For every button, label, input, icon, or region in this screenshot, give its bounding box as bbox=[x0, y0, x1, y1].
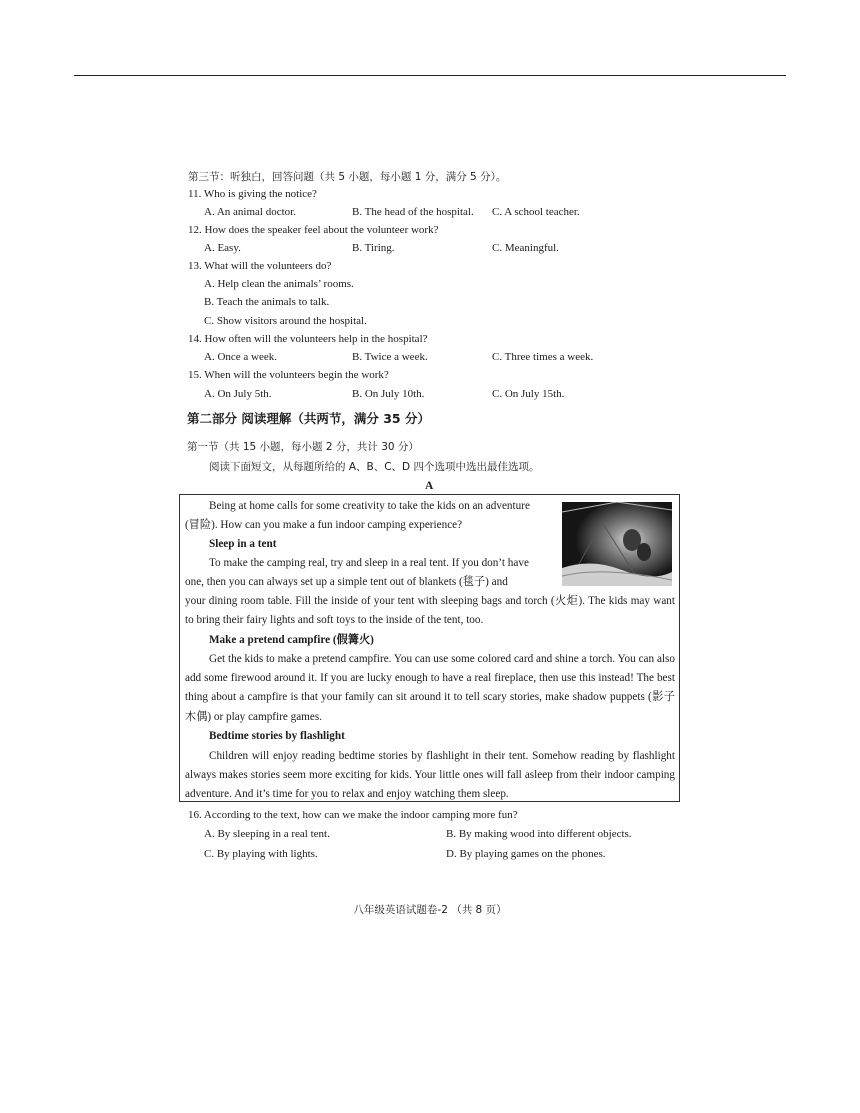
heading-pretend-campfire: Make a pretend campfire (假篝火) bbox=[209, 634, 374, 646]
paragraph-2: Get the kids to make a pretend campfire. You can use some colored card and shine a torch. You can also add some firewood around it. If you are lucky enough to have a real fireplace, then use this instead! The best thing about a campfire is that your family can sit around it to tell scary stories, make shadow puppets (影子木偶) or play campfire games. bbox=[185, 653, 675, 723]
passage-intro-line-1: Being at home calls for some creativity to take the kids on an adventure bbox=[209, 500, 530, 512]
question-15: 15. When will the volunteers begin the work? bbox=[188, 369, 389, 381]
p3-block bbox=[185, 747, 675, 805]
q16-option-a: A. By sleeping in a real tent. bbox=[204, 828, 330, 840]
q13-option-a: A. Help clean the animals’ rooms. bbox=[204, 278, 354, 290]
part2-instruction: 阅读下面短文，从每题所给的 A、B、C、D 四个选项中选出最佳选项。 bbox=[209, 461, 540, 473]
p1-line1-block bbox=[185, 554, 555, 573]
q11-option-c: C. A school teacher. bbox=[492, 206, 580, 218]
passage-intro-1-block bbox=[185, 497, 555, 516]
passage-intro-2-block bbox=[185, 516, 555, 535]
q11-option-a: A. An animal doctor. bbox=[204, 206, 296, 218]
question-13: 13. What will the volunteers do? bbox=[188, 260, 332, 272]
q15-option-a: A. On July 5th. bbox=[204, 388, 272, 400]
paragraph-1-line-2: one, then you can always set up a simple tent out of blankets (毯子) and bbox=[185, 576, 508, 588]
passage-letter: A bbox=[425, 480, 434, 492]
q14-option-c: C. Three times a week. bbox=[492, 351, 594, 363]
question-16: 16. According to the text, how can we make the indoor camping more fun? bbox=[188, 809, 518, 821]
part2-title: 第二部分 阅读理解（共两节，满分 35 分） bbox=[187, 411, 430, 426]
part2-section1-title: 第一节（共 15 小题，每小题 2 分，共计 30 分） bbox=[187, 441, 419, 453]
page-footer: 八年级英语试题卷-2 （共 8 页） bbox=[353, 904, 507, 916]
tent-photo bbox=[562, 502, 672, 586]
heading-3-block bbox=[185, 727, 675, 746]
passage-intro-line-2: (冒险). How can you make a fun indoor camping experience? bbox=[185, 519, 463, 531]
p1-line2-block bbox=[185, 573, 555, 592]
q13-option-c: C. Show visitors around the hospital. bbox=[204, 315, 367, 327]
q12-option-b: B. Tiring. bbox=[352, 242, 395, 254]
q12-option-a: A. Easy. bbox=[204, 242, 241, 254]
heading-sleep-in-tent: Sleep in a tent bbox=[209, 538, 277, 550]
tent-photo-illustration bbox=[562, 502, 672, 586]
q16-option-b: B. By making wood into different objects. bbox=[446, 828, 632, 840]
question-14: 14. How often will the volunteers help in the hospital? bbox=[188, 333, 428, 345]
p1-rest-block bbox=[185, 592, 675, 630]
q11-option-b: B. The head of the hospital. bbox=[352, 206, 474, 218]
q14-option-b: B. Twice a week. bbox=[352, 351, 428, 363]
q12-option-c: C. Meaningful. bbox=[492, 242, 559, 254]
top-rule bbox=[74, 75, 786, 76]
heading-2-block bbox=[185, 631, 675, 650]
paragraph-1-line-1: To make the camping real, try and sleep in a real tent. If you don’t have bbox=[209, 557, 529, 569]
question-11: 11. Who is giving the notice? bbox=[188, 188, 317, 200]
section3-title: 第三节：听独白，回答问题（共 5 小题，每小题 1 分，满分 5 分）。 bbox=[188, 171, 507, 183]
q16-option-d: D. By playing games on the phones. bbox=[446, 848, 606, 860]
q15-option-c: C. On July 15th. bbox=[492, 388, 565, 400]
q13-option-b: B. Teach the animals to talk. bbox=[204, 296, 330, 308]
p2-block bbox=[185, 650, 675, 727]
heading-bedtime-stories: Bedtime stories by flashlight bbox=[209, 730, 345, 742]
question-12: 12. How does the speaker feel about the volunteer work? bbox=[188, 224, 439, 236]
q16-option-c: C. By playing with lights. bbox=[204, 848, 318, 860]
q14-option-a: A. Once a week. bbox=[204, 351, 277, 363]
paragraph-3: Children will enjoy reading bedtime stories by flashlight in their tent. Somehow reading by flashlight always makes stories seem more exciting for kids. Your little ones will fall asleep from their indoor camping adventure. And it’s time for you to relax and enjoy watching them sleep. bbox=[185, 750, 675, 801]
paragraph-1-rest: your dining room table. Fill the inside of your tent with sleeping bags and torch (火炬). The kids may want to bring their fairy lights and soft toys to the inside of the tent, too. bbox=[185, 595, 675, 627]
heading-1-block bbox=[185, 535, 555, 554]
q15-option-b: B. On July 10th. bbox=[352, 388, 425, 400]
